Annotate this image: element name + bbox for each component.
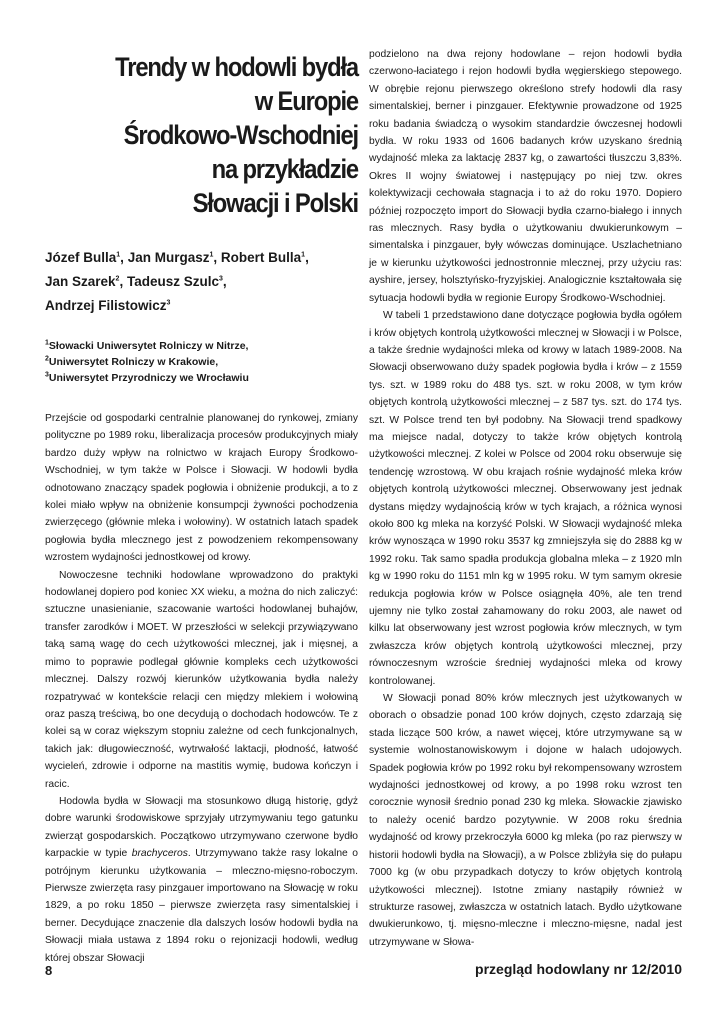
author-affil-mark: 3	[219, 275, 223, 283]
paragraph: W tabeli 1 przedstawiono dane dotyczące pogłowia bydła ogółem i krów objętych kontrolą użytkowości mlecznej w Słowacji i w Polsce, a także średnie wydajności mleka od krowy w latach 1989-2008. Na Słowacji obserwowano duży spadek pogłowia bydła i krów – z 1559 tys. szt. w 1989 roku do 488 tys. szt. w roku 2008, w tym krów objętych kontrolą użytkowości mlecznej – z 587 tys. szt. do 174 tys. szt. W Polsce trend ten był podobny. Na Słowacji trend spadkowy ma miejsce nadal, dotyczy to także krów objętych kontrolą użytkowości mlecznej. Z kolei w Polsce od 2004 roku obserwuje się tendencję wzrostową. W obu krajach rośnie wydajność mleka krów objętych kontrolą użytkowości mlecznej. Obserwowany jest jednak dystans między wydajnością krów w tych krajach, a różnica wynosi około 800 kg mleka na korzyść Polski. W Słowacji wydajność mleka krów wynosząca w 1990 roku 3537 kg zmniejszyła się do 2888 kg w 1992 roku. Tak samo spadła produkcja globalna mleka – z 1920 mln kg w 1990 roku do 1151 mln kg w 1995 roku. W tym samym okresie redukcja pogłowia krów w Polsce osiągnęła 40%, ale ten trend ujemny nie tylko został zahamowany do roku 2003, ale nawet od kilku lat obserwowany jest wzrost pogłowia krów mlecznych, w tym zwłaszcza krów objętych kontrolą użytkowości mlecznej, przy równoczesnym wzroście średniej wydajności mleka od krowy kontrolowanej.	[369, 310, 682, 687]
paragraph	[45, 793, 358, 967]
author-name: Józef Bulla	[45, 250, 117, 265]
author-name: Tadeusz Szulc	[126, 274, 219, 289]
author-name: Jan Murgasz	[127, 250, 210, 265]
affiliation	[45, 338, 358, 354]
title-line: Środkowo-Wschodniej	[123, 120, 359, 150]
author-name: Jan Szarek	[45, 274, 116, 289]
affiliation-text: Uniwersytet Przyrodniczy we Wrocławiu	[48, 372, 249, 384]
magazine-issue: przegląd hodowlany nr 12/2010	[475, 961, 682, 977]
left-body	[45, 410, 358, 967]
affiliation-mark: 3	[45, 371, 49, 379]
affiliation-list	[45, 338, 358, 386]
affiliation-mark: 2	[45, 355, 49, 363]
author-name: Robert Bulla	[220, 250, 302, 265]
page-number: 8	[45, 963, 53, 978]
author-affil-mark: 1	[301, 251, 306, 259]
author-affil-mark: 3	[166, 299, 171, 307]
paragraph: Przejście od gospodarki centralnie planowanej do rynkowej, zmiany polityczne po 1989 roku, liberalizacja procesów produkcyjnych miały bardzo duży wpływ na rolnictwo w krajach Europy Środkowo-Wschodniej, w tym także w Polsce i Słowacji. W hodowli bydła odnotowano znaczący spadek pogłowia i obniżenie produkcji, a to z kolei miało wpływ na obniżenie konsumpcji żywności pochodzenia zwierzęcego (głównie mleka i wołowiny). W ostatnich latach spadek pogłowia bydła mlecznego jest z powodzeniem rekompensowany wzrostem wydajności jednostkowej od krowy.	[45, 413, 358, 564]
title-line: w Europie	[254, 86, 358, 116]
affiliation-mark: 1	[45, 339, 49, 347]
affiliation-text: Słowacki Uniwersytet Rolniczy w Nitrze,	[48, 340, 249, 352]
italic-term: brachyceros	[131, 848, 188, 860]
author-affil-mark: 1	[116, 251, 121, 259]
author-affil-mark: 1	[209, 251, 214, 259]
title-line: Słowacji i Polski	[192, 188, 358, 218]
affiliation	[45, 370, 358, 386]
paragraph: podzielono na dwa rejony hodowlane – rejon hodowli bydła czerwono-łaciatego i rejon hodowli bydła węgierskiego stepowego. W obrębie rejonu pierwszego określono strefy hodowli dla rasy simentalskiej, berner i pinzgauer. Efektywnie prowadzone od 1925 roku badania świadczą o wysokim standardzie ówczesnej hodowli bydła. W roku 1933 od 1606 badanych krów uzyskano średnią wydajność mleka za laktację 2837 kg, o zawartości tłuszczu 3,83%. Okres II wojny światowej i następujący po niej tzw. okres kolektywizacji cechowała stagnacja i to aż do roku 1970. Dopiero później rozpoczęto import do Słowacji bydła czarno-białego i innych ras mlecznych. Rasy bydła o użytkowaniu dwukierunkowym – simentalska i pinzgauer, były wówczas dominujące. Uszlachetniano je w kierunku użytkowości jednostronnie mlecznej, przy użyciu ras: ayshire, jersey, holsztyńsko-fryzyjskiej. Analogicznie kształtowała się sytuacja hodowli bydła w regionie Europy Środkowo-Wschodniej.	[369, 49, 682, 304]
title-line: na przykładzie	[211, 154, 358, 184]
right-column	[369, 46, 682, 951]
affiliation-text: Uniwersytet Rolniczy w Krakowie,	[48, 356, 219, 368]
left-column	[45, 46, 358, 967]
author-affil-mark: 2	[115, 275, 120, 283]
affiliation	[45, 354, 358, 370]
author-name: Andrzej Filistowicz	[45, 298, 167, 313]
paragraph: Nowoczesne techniki hodowlane wprowadzono do praktyki hodowlanej dopiero pod koniec XX wieku, a można do nich zaliczyć: sztuczne unasienianie, szacowanie wartości hodowlanej buhajów, transfer zarodków i MOET. W przeszłości w selekcji przywiązywano taką samą wagę do cech użytkowości mlecznej, jak i mięsnej, a mimo to poprawie podlegał głównie kompleks cech użytkowości mlecznej. Dalszy rozwój kierunków użytkowania bydła należy rozpatrywać w kontekście relacji cen między mlekiem i wołowiną oraz paszą treściwą, bo one decydują o dochodach hodowców. Te z kolei są w coraz większym stopniu zależne od cech funkcjonalnych, takich jak: długowieczność, wytrwałość laktacji, płodność, łatwość wycieleń, zdrowie i odporne na mastitis wymię, budowa kończyn i racic.	[45, 569, 358, 790]
paragraph-text: . Utrzymywano także rasy lokalne o potrójnym kierunku użytkowania – mleczno-mięsno-roboczym. Pierwsze zwierzęta rasy pinzgauer importowano na Słowację w roku 1829, a po roku 1850 – pierwsze zwierzęta rasy simentalskiej i berner. Decydujące znaczenie dla dalszych losów hodowli bydła na Słowacji miała ustawa z 1894 roku o rejonizacji hodowli, według której obszar Słowacji	[45, 848, 359, 964]
author-line: Jan Szarek$^2$, Tadeusz Szulc$^3$,	[45, 274, 227, 289]
author-list	[45, 246, 358, 318]
paragraph-text: Hodowla bydła w Słowacji ma stosunkowo długą historię, gdyż dobre warunki środowiskowe sprzyjały utrzymywaniu tego gatunku zwierząt gospodarskich. Początkowo utrzymywano czerwone bydło karpackie w typie	[45, 795, 358, 860]
author-line: Józef Bulla$^1$, Jan Murgasz$^1$, Robert Bulla$^1$,	[45, 250, 309, 265]
article-title	[83, 50, 358, 220]
title-line: Trendy w hodowli bydła	[115, 52, 358, 82]
paragraph: W Słowacji ponad 80% krów mlecznych jest użytkowanych w oborach o obsadzie ponad 100 krów dojnych, często zdarzają się stada liczące 500 krów, a nawet więcej, które utrzymywane są w systemie wolnostanowiskowym i dojone w halach udojowych. Spadek pogłowia krów po 1992 roku był rekompensowany wzrostem wydajności jednostkowej od krowy, a po 1998 roku wzrost ten corocznie wynosił średnio ponad 230 kg mleka. Słowackie zjawisko to należy ocenić bardzo pozytywnie. W 2008 roku średnia wydajność od krowy przekroczyła 6000 kg mleka (po raz pierwszy w historii hodowli bydła na Słowacji), a w Polsce zbliżyła się do pułapu 7000 kg (w obu przypadkach dotyczy to krów objętych kontrolą użytkowości mlecznej). Istotne zmiany nastąpiły również w strukturze rasowej, zwłaszcza w ostatnich latach. Bydło użytkowane dwukierunkowo, tj. mięsno-mleczne i mleczno-mięsne, nadal jest utrzymywane w Słowa-	[369, 693, 682, 948]
author-line	[45, 294, 358, 318]
